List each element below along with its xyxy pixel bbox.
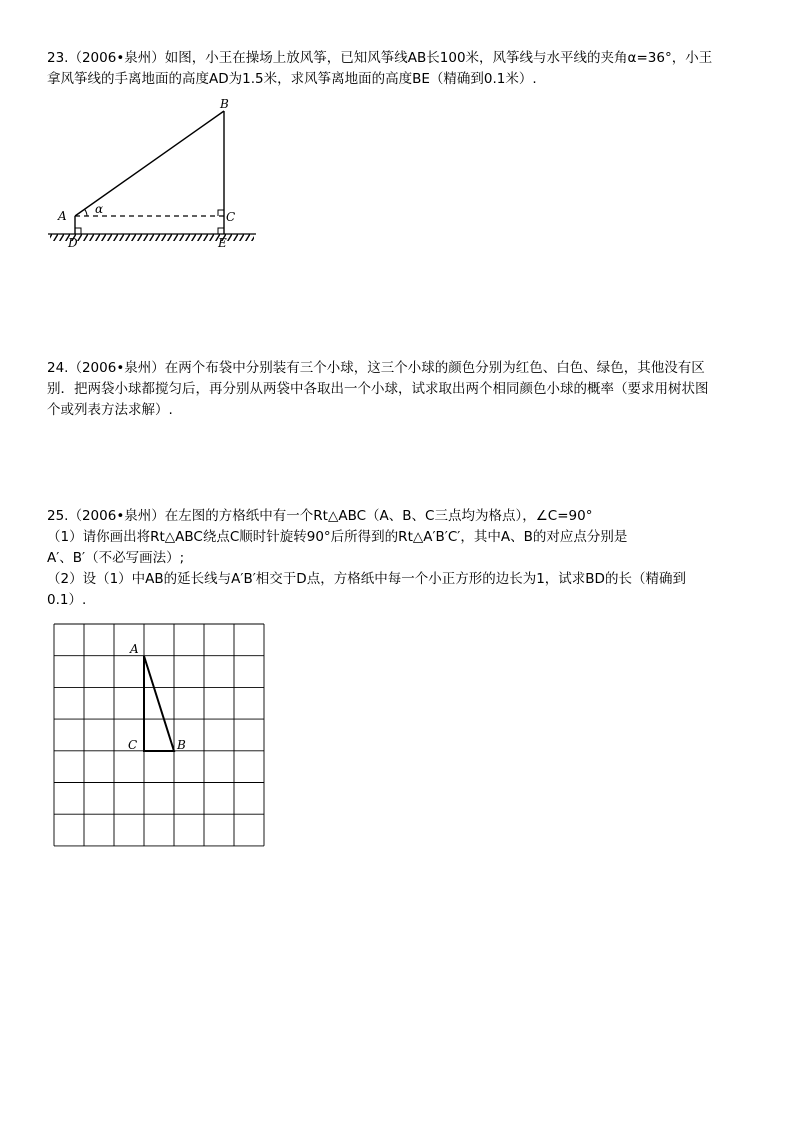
question-23-line-2: 拿风筝线的手离地面的高度AD为1.5米，求风筝离地面的高度BE（精确到0.1米）. (47, 71, 537, 87)
question-25-line-4: （2）设（1）中AB的延长线与A′B′相交于D点，方格纸中每一个小正方形的边长为1，试求BD的长（精确到 (47, 571, 686, 587)
label-D: D (68, 236, 78, 250)
question-25-line-5: 0.1）. (47, 592, 87, 608)
label-E: E (218, 236, 227, 250)
grid-label-C: C (128, 738, 138, 752)
question-24 (47, 358, 747, 421)
right-angle-mark-E (218, 228, 224, 234)
question-24-line-3: 个或列表方法求解）. (47, 402, 173, 418)
question-25-line-1: 25.（2006•泉州）在左图的方格纸中有一个Rt△ABC（A、B、C三点均为格点），∠C=90° (47, 508, 593, 524)
right-angle-mark-C (218, 210, 224, 216)
label-A: A (58, 209, 67, 223)
question-24-line-2: 别．把两袋小球都搅匀后，再分别从两袋中各取出一个小球，试求取出两个相同颜色小球的概率（要求用树状图 (47, 381, 709, 397)
grid-label-A: A (130, 642, 139, 656)
question-25-line-3: A′、B′（不必写画法）; (47, 550, 185, 566)
triangle-ABC (144, 656, 174, 751)
label-C: C (226, 210, 236, 224)
label-B: B (220, 97, 229, 111)
kite-line-AB (75, 111, 224, 216)
question-24-line-1: 24.（2006•泉州）在两个布袋中分别装有三个小球，这三个小球的颜色分别为红色、白色、绿色，其他没有区 (47, 360, 705, 376)
question-25-line-2: （1）请你画出将Rt△ABC绕点C顺时针旋转90°后所得到的Rt△A′B′C′，其中A、B的对应点分别是 (47, 529, 628, 545)
grid-label-B: B (177, 738, 186, 752)
right-angle-mark-D (75, 228, 81, 234)
question-23 (47, 48, 747, 90)
question-25 (47, 506, 747, 611)
label-alpha: α (95, 202, 104, 216)
question-23-line-1: 23.（2006•泉州）如图，小王在操场上放风筝，已知风筝线AB长100米，风筝线与水平线的夹角α=36°，小王 (47, 50, 713, 66)
kite-figure (46, 94, 258, 250)
angle-alpha-arc (85, 210, 87, 216)
grid-figure (46, 618, 268, 850)
grid-lines (54, 624, 264, 846)
